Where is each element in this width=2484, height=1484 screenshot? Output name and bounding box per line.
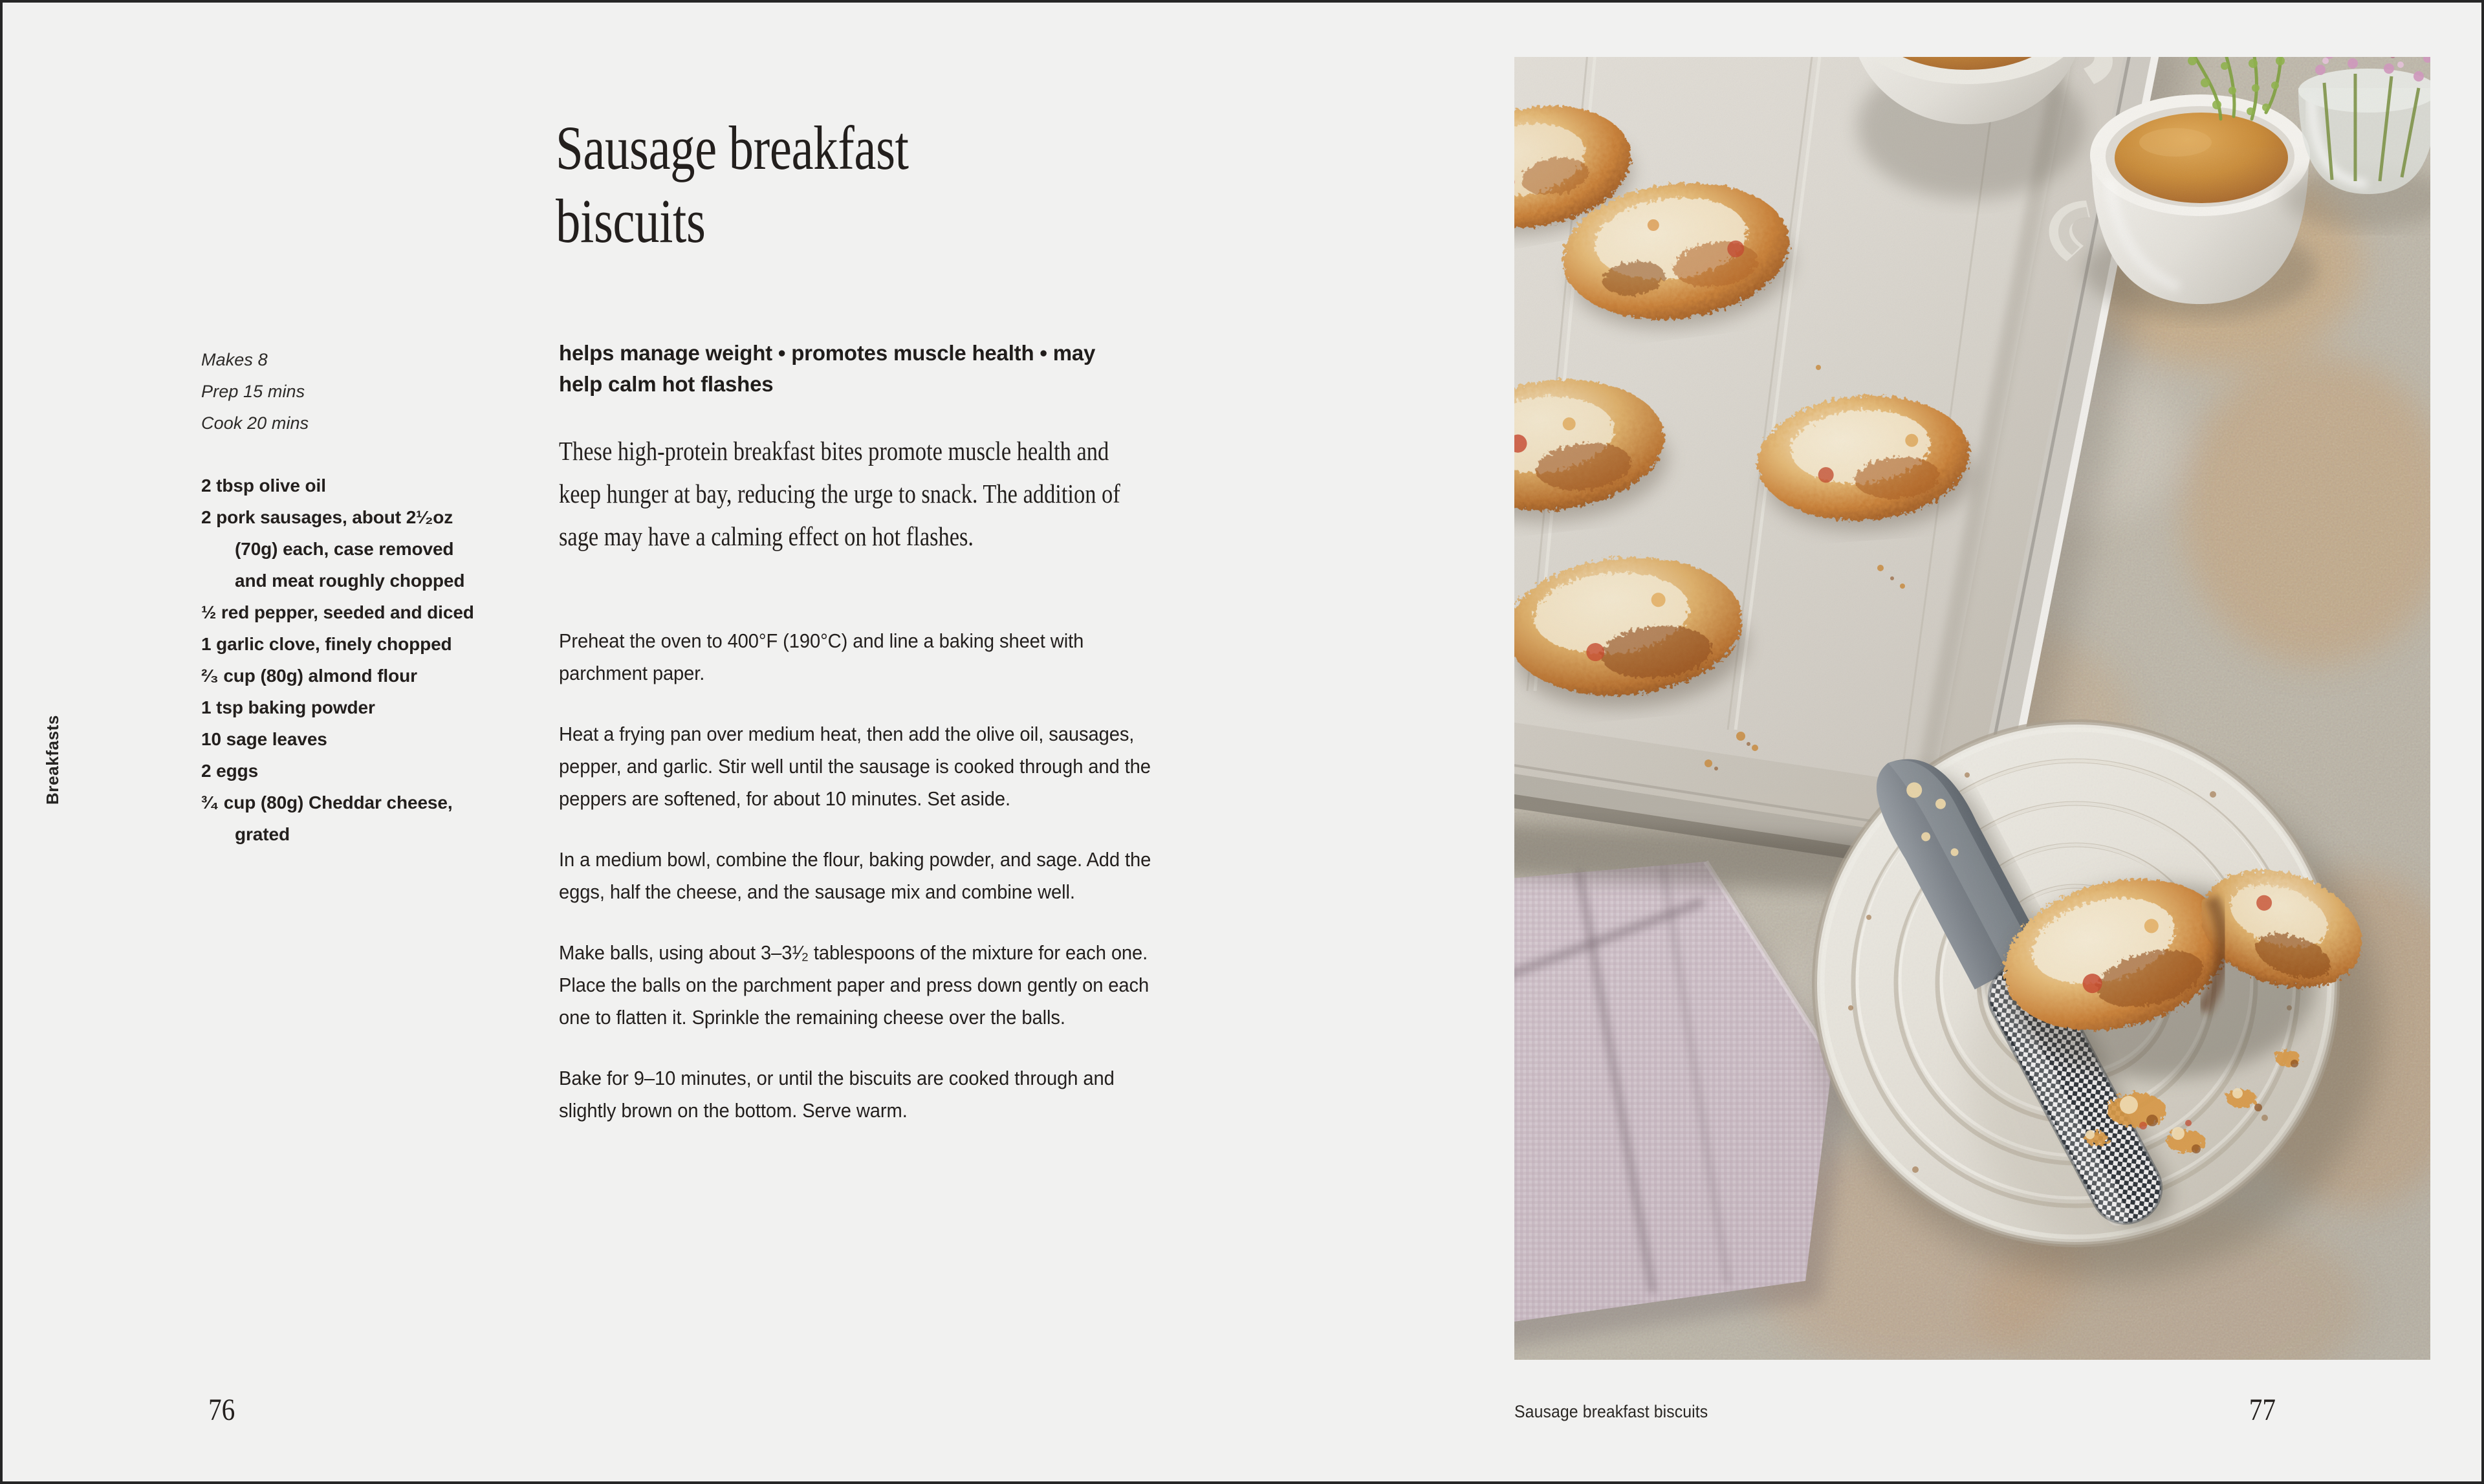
page-title-line-2: biscuits [556,186,706,256]
list-item: 2 eggs [201,761,259,781]
page-number-right: 77 [2249,1393,2276,1427]
meta-makes: Makes 8 [201,350,268,369]
method-step: Make balls, using about 3–3¹⁄₂ tablespoons of the mixture for each one. Place the balls on the parchment paper and press down gently on each one to flatten it. Sprinkle the remaining cheese over the balls. [559,941,1149,1029]
method-step: In a medium bowl, combine the flour, baking powder, and sage. Add the eggs, half the cheese, and the sausage mix and combine well. [559,848,1151,903]
method-step: Bake for 9–10 minutes, or until the biscuits are cooked through and slightly brown on the bottom. Serve warm. [559,1067,1115,1122]
list-item: 10 sage leaves [201,729,327,749]
list-item: ³⁄₄ cup (80g) Cheddar cheese, grated [201,792,453,844]
meta-cook-time: Cook 20 mins [201,413,309,433]
list-item: 2 pork sausages, about 2¹⁄₂oz (70g) each, case removed and meat roughly chopped [201,507,465,591]
health-benefits: helps manage weight • promotes muscle health • may help calm hot flashes [559,341,1096,396]
page-number-left: 76 [208,1393,235,1427]
list-item: ½ red pepper, seeded and diced [201,602,474,622]
recipe-photograph [1514,57,2430,1360]
list-item: 1 tsp baking powder [201,697,375,717]
ingredients-list [201,470,486,850]
page-title [556,111,1073,258]
photo-caption: Sausage breakfast biscuits [1514,1402,1708,1421]
list-item: 2 tbsp olive oil [201,475,326,496]
method-step: Heat a frying pan over medium heat, then add the olive oil, sausages, pepper, and garlic. Stir well until the sausage is cooked through and the peppers are softened, for about 10 minutes. Set aside. [559,723,1151,810]
meta-prep-time: Prep 15 mins [201,382,305,401]
page-title-line-1: Sausage breakfast [556,113,909,182]
section-tab-breakfasts: Breakfasts [43,715,62,805]
method-step: Preheat the oven to 400°F (190°C) and line a baking sheet with parchment paper. [559,629,1084,684]
recipe-meta [201,344,479,439]
photograph-illustration [1514,57,2430,1360]
method-steps [559,625,1206,1155]
list-item: 1 garlic clove, finely chopped [201,634,452,654]
list-item: ²⁄₃ cup (80g) almond flour [201,666,417,686]
recipe-intro: These high-protein breakfast bites promote muscle health and keep hunger at bay, reducing the urge to snack. The addition of sage may have a calming effect on hot flashes. [559,436,1120,551]
